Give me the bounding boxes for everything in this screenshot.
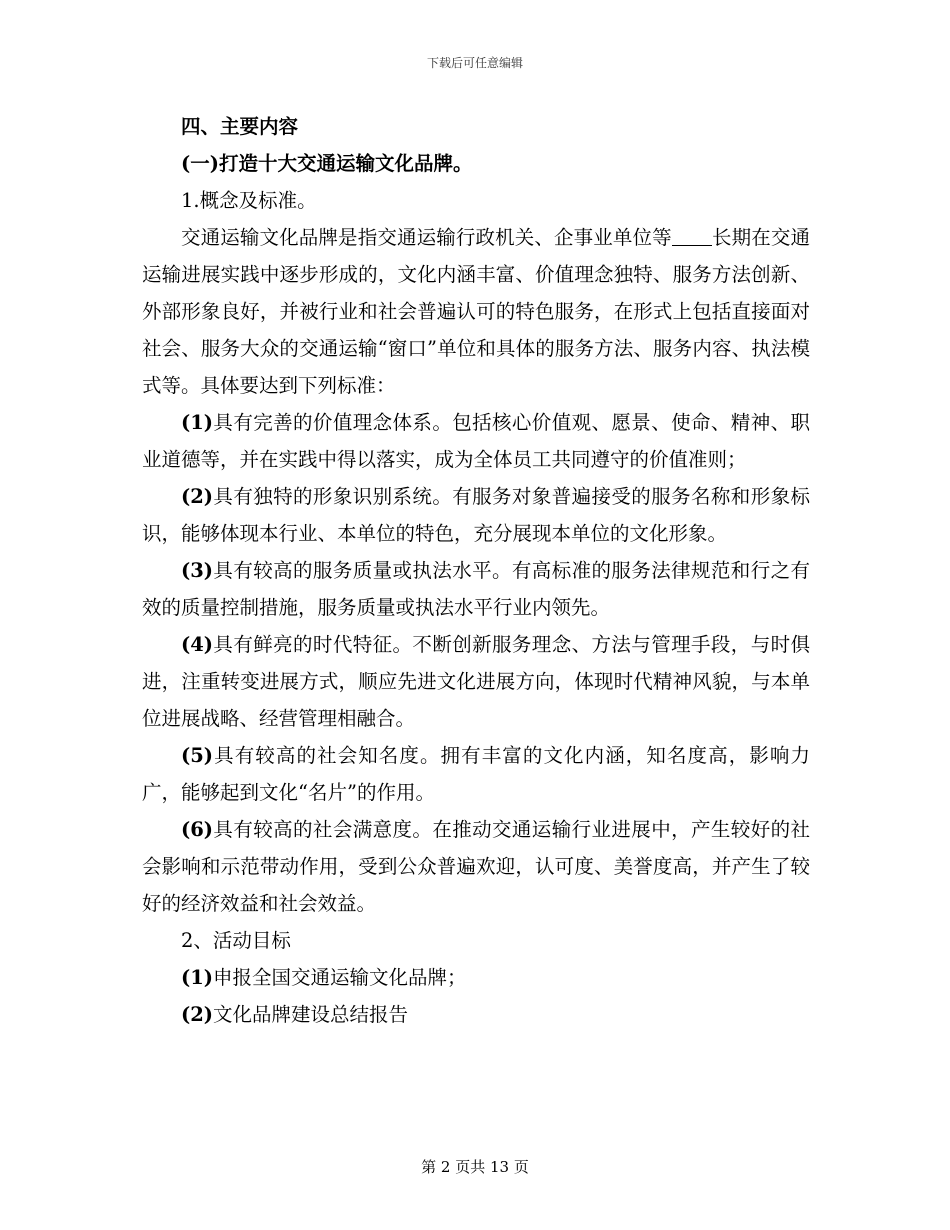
goal-text: 申报全国交通运输文化品牌； (213, 966, 467, 989)
criterion-text: 具有较高的服务质量或执法水平。有高标准的服务法律规范和行之有效的质量控制措施，服务质量或执法水平行业内领先。 (142, 559, 810, 619)
criterion-number: (4) (181, 633, 214, 656)
page-number-footer: 第 2 页共 13 页 (421, 1158, 529, 1176)
criterion-text: 具有较高的社会满意度。在推动交通运输行业进展中，产生较好的社会影响和示范带动作用，受到公众普遍欢迎，认可度、美誉度高，并产生了较好的经济效益和社会效益。 (142, 818, 810, 915)
section-title-goals: 2、活动目标 (181, 929, 291, 952)
heading-main-content: 四、主要内容 (181, 115, 299, 138)
fill-in-blank (672, 226, 712, 247)
criterion-text: 具有较高的社会知名度。拥有丰富的文化内涵，知名度高，影响力广，能够起到文化“名片”的作用。 (142, 744, 810, 804)
criterion-text: 具有独特的形象识别系统。有服务对象普遍接受的服务名称和形象标识，能够体现本行业、本单位的特色，充分展现本单位的文化形象。 (142, 485, 810, 545)
goal-text: 文化品牌建设总结报告 (213, 1003, 409, 1026)
criterion-number: (3) (181, 559, 214, 582)
criterion-item (142, 626, 810, 737)
definition-text-part2: 长期在交通运输进展实践中逐步形成的，文化内涵丰富、价值理念独特、服务方法创新、外部形象良好，并被行业和社会普遍认可的特色服务，在形式上包括直接面对社会、服务大众的交通运输“窗口”单位和具体的服务方法、服务内容、执法模式等。具体要达到下列标准： (142, 226, 810, 397)
heading-brand-building: (一)打造十大交通运输文化品牌。 (181, 152, 473, 175)
criterion-item (142, 478, 810, 552)
section-title-concept: 1.概念及标准。 (181, 189, 317, 212)
criterion-item (142, 737, 810, 811)
criterion-number: (5) (181, 744, 214, 767)
goal-number: (2) (181, 1003, 214, 1026)
goal-item (142, 996, 810, 1033)
criterion-text: 具有完善的价值理念体系。包括核心价值观、愿景、使命、精神、职业道德等，并在实践中得以落实，成为全体员工共同遵守的价值准则； (142, 411, 810, 471)
definition-paragraph (142, 219, 810, 404)
criterion-item (142, 404, 810, 478)
definition-text-part1: 交通运输文化品牌是指交通运输行政机关、企事业单位等 (181, 226, 672, 249)
page-header-note: 下载后可任意编辑 (426, 56, 523, 70)
criterion-number: (6) (181, 818, 214, 841)
goal-item (142, 959, 810, 996)
criterion-number: (2) (181, 485, 214, 508)
criterion-item (142, 552, 810, 626)
criterion-number: (1) (181, 411, 214, 434)
goal-number: (1) (181, 966, 214, 989)
document-body (142, 108, 810, 1033)
criterion-text: 具有鲜亮的时代特征。不断创新服务理念、方法与管理手段，与时俱进，注重转变进展方式，顺应先进文化进展方向，体现时代精神风貌，与本单位进展战略、经营管理相融合。 (142, 633, 810, 730)
criterion-item (142, 811, 810, 922)
